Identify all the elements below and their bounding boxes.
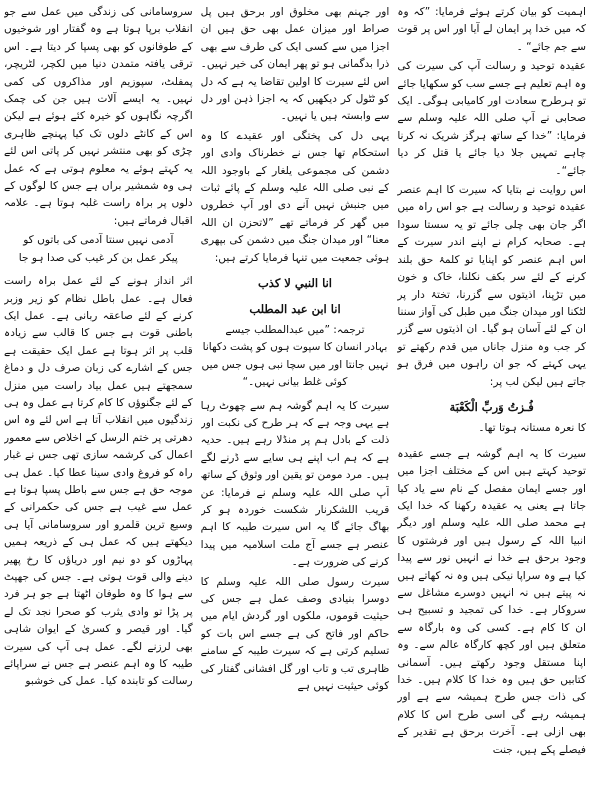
text-column-left bbox=[4, 4, 193, 793]
text-column-middle bbox=[201, 4, 390, 793]
paragraph: سیرت رسول صلی اللہ علیہ وسلم کا دوسرا بنیادی وصف عمل ہے جس کی حیثیت قوموں، ملکوں اور گردش ایام میں حاکم اور فاتح کی ہے جسے اس بات کو تسلیم کرتی ہے کہ سیرت طیبہ کے سامنے ظاہری تب و تاب اور گل افشانی گفتار کی کوئی حیثیت نہیں ہے bbox=[200, 575, 390, 693]
translation-line: کوئی غلط بیانی نہیں۔“ bbox=[242, 376, 348, 389]
translation-line: بہادر انسان کا سپوت ہوں کو پشت دکھانا bbox=[202, 341, 388, 354]
paragraph: اس روایت نے بتایا کہ سیرت کا اہم عنصر عقیدہ توحید و رسالت ہے جو اس راہ میں اگر جان بھی چلی جائے تو یہ سستا سودا ہے۔ صحابہ کرام نے اپنے اندر سیرت کے اس اہم عنصر کو اپنایا تو کلمۂ حق بلند کرنے کے لئے سر بکف نکلنا، خاک و خون میں تڑپنا، اذیتوں سے گزرنا، تختۂ دار پر لٹکنا اور میدان جنگ میں طبل کی آواز سننا ان کے لئے آسان ہو گیا۔ ان اذیتوں سے گزر کر جب وہ منزل جاناں میں قدم رکھتے تو یہی کہتے کہ جو ان راہوں میں فرق ہو جاتے ہیں لیکن لب پر: bbox=[397, 184, 586, 388]
paragraph: اور جہنم بھی مخلوق اور برحق ہیں پل صراط اور میزان عمل بھی حق ہیں ان اجزا میں سے کسی ایک کی طرف سے بھی ذرا بدگمانی ہو تو پھر ایمان کی خیر نہیں۔ اس لئے سیرت کا اولین تقاضا یہ ہے کہ دل کو ٹٹول کر دیکھیں کہ یہ اجزا ذہن اور دل سے وابستہ ہیں یا نہیں۔ bbox=[200, 6, 390, 123]
paragraph: سیرت کا یہ اہم گوشہ ہے جسے عقیدہ توحید کہتے ہیں اس کے مختلف اجزا میں اور جسے ایمان مفصل کے نام سے یاد کیا جاتا ہے یعنی یہ عقیدہ رکھنا کہ خدا ایک ہے محمد صلی اللہ علیہ وسلم اور دیگر انبیا اللہ کے رسول ہیں اور فرشتوں کا وجود برحق ہے خدا نے انہیں نور سے پیدا کیا ہے وہ سراپا نیکی ہیں وہ نہ کھاتے ہیں نہ پیتے ہیں نہ انہیں دوسرے مشاغل سے سروکار ہے۔ خدا کی تمجید و تسبیح ہی ان کا کام ہے۔ کسی کی وہ بارگاہ سے متعلق ہیں اور کچھ کارگاہ عالم سے۔ وہ اپنا مستقل وجود رکھتے ہیں۔ آسمانی کتابیں حق ہیں وہ خدا کا کلام ہیں۔ خدا کی ذات جس طرح ہمیشہ سے ہے اور ہمیشہ رہے گی اسی طرح اس کا کلام بھی ازلی ہے۔ آخرت برحق ہے تقدیر کے فیصلے پکے ہیں، جنت bbox=[397, 447, 586, 756]
paragraph: اثر انداز ہونے کے لئے عمل براہ راست فعال ہے۔ عمل باطل نظام کو زیر وزبر کرنے کے لئے صاعقہ ربانی ہے۔ عمل ایک باطنی قوت ہے جس کا قالب سے زیادہ قلب پر اثر ہوتا ہے عمل ایک حقیقت ہے جس کے اشارے کی زبان صرف دل و دماغ سمجھتے ہیں عمل بیاد راست میں منزل کے لئے جگنوؤں کا کام کرتا ہے عمل وہ ہی زندگیوں میں انقلاب آتا ہے اس لئے وہ اس دھرتی پر ختم الرسل کے اخلاص سے معمور اعمال کی کرشمہ سازی تھی جس نے غبار راہ کو فروغ وادی سینا عطا کیا۔ عمل ہی موجہ حق ہے جس سے باطل پسپا ہوتا ہے عمل سے غیب ہے جس کی حکمرانی کے وسیع ترین قلمرو اور سروسامانی آیا ہی دیکھتے ہیں کہ عمل ہی کے ذریعہ ہمیں پہاڑوں کو دو نیم اور دریاؤں کا رخ پھیر دینے والی قوت ہوتی ہے۔ جس کی جھپٹ سے ہوا کا وہ طوفان اٹھتا ہے جو ہر فرد پر پڑا تو وادی یثرب کو صحرا نجد تک لے گیا۔ اور قیصر و کسریٰ کے ایوان شاہی بھی لرزنے لگے۔ عمل ہی آپ کی سیرت طیبہ کا وہ اہم عنصر ہے جس نے سراپائے رسالت کو تابندہ کیا۔ عمل کی خوشبو bbox=[3, 275, 193, 688]
arabic-verse-line: انا ابن عبد المطلب bbox=[249, 301, 341, 316]
paragraph: اہمیت کو بیان کرتے ہوئے فرمایا: ”کہ وہ کہ میں خدا پر ایمان لے آیا اور اس پر قوت سے جم جائے“ ۔ bbox=[397, 6, 586, 53]
translation-line: نہیں جانتا اور میں سچا نبی ہوں جس میں bbox=[201, 358, 389, 371]
text-column-right bbox=[397, 4, 586, 793]
paragraph: سیرت کا یہ اہم گوشہ ہم سے چھوٹ رہا ہے یہی وجہ ہے کہ ہر طرح کی نکبت اور ذلت کے بادل ہم پر منڈلا رہے ہیں۔ حدیہ ہے کہ ہم اب اپنے ہی سایے سے ڈرنے لگے ہیں۔ مرد مومن تو یقین اور وثوق کے ساتھ آپ صلی اللہ علیہ وسلم نے فرمایا: عن قریب اللشکرنار شکست خوردہ ہو کر بھاگ جائے گا یہ اس سیرت طیبہ کا اہم عنصر ہے جسے آج ملت اسلامیہ میں پیدا کرنے کی ضرورت ہے۔ bbox=[200, 399, 390, 569]
translation-line: ترجمہ: ”میں عبدالمطلب جیسے bbox=[225, 323, 365, 336]
paragraph: سروسامانی کی زندگی میں عمل سے جو انقلاب برپا ہوتا ہے وہ گفتار اور شوخیوں کے طوفانوں کو بھی پسپا کر دیتا ہے۔ اس ترقی یافتہ متمدن دنیا میں لکچر، لٹریچر، پمفلٹ، سپوزیم اور مذاکروں کی کمی نہیں۔ یہ ایسے آلات ہیں جن کی چمک اگرچہ نگاہوں کو خیرہ کئے ہوئے ہے لیکن اس کے کانٹے دلوں تک کیا پہنچے ظاہری چڑی کو بھی منتشر نہیں کر پاتی اس لئے یہ کہتے ہوئے یہ معلوم ہوتی ہے کہ عمل ہی وہ شمشیر براں ہے جس کا لوگوں کے دلوں پر براہ راست غلبہ ہوتا ہے۔ علامہ اقبال فرماتے ہیں: bbox=[3, 6, 193, 227]
arabic-phrase: فُـزتُ وَربِّ الْكَعْبَة bbox=[449, 399, 534, 414]
paragraph: عقیدہ توحید و رسالت آپ کی سیرت کی وہ اہم تعلیم ہے جسے سب کو سکھایا جائے تو ہرطرح سعادت اور کامیابی ہوگی۔ ایک صحابی نے آپ صلی اللہ علیہ وسلم سے فرمایا: ”خدا کے ساتھ ہرگز شریک نہ کرنا چاہے تمہیں جلا دیا جائے یا قتل کر دیا جائے“۔ bbox=[397, 60, 586, 177]
arabic-verse-line: انا النبي لا كذب bbox=[257, 276, 332, 291]
paragraph: کا نعرہ مستانہ ہوتا تھا۔ bbox=[478, 422, 586, 435]
poetry-line: آدمی نہیں سنتا آدمی کی باتوں کو bbox=[23, 234, 174, 247]
paragraph: یہی دل کی پختگی اور عقیدے کا وہ استحکام تھا جس نے خطرناک وادی اور دشمن کی مجموعی یلغار کے باوجود اللہ کے نبی صلی اللہ علیہ وسلم کے پائے ثبات میں جنبش نہیں آنے دی اور آپ خطروں میں گھر کر فرماتے تھے ”لاتحزن ان اللہ معنا“ اور میدان جنگ میں دشمن کی بپھری ہوئی جمعیت میں تنہا فرمایا کرتے ہیں: bbox=[200, 129, 390, 264]
poetry-line: پیکر عمل بن کر غیب کی صدا ہو جا bbox=[18, 251, 178, 264]
